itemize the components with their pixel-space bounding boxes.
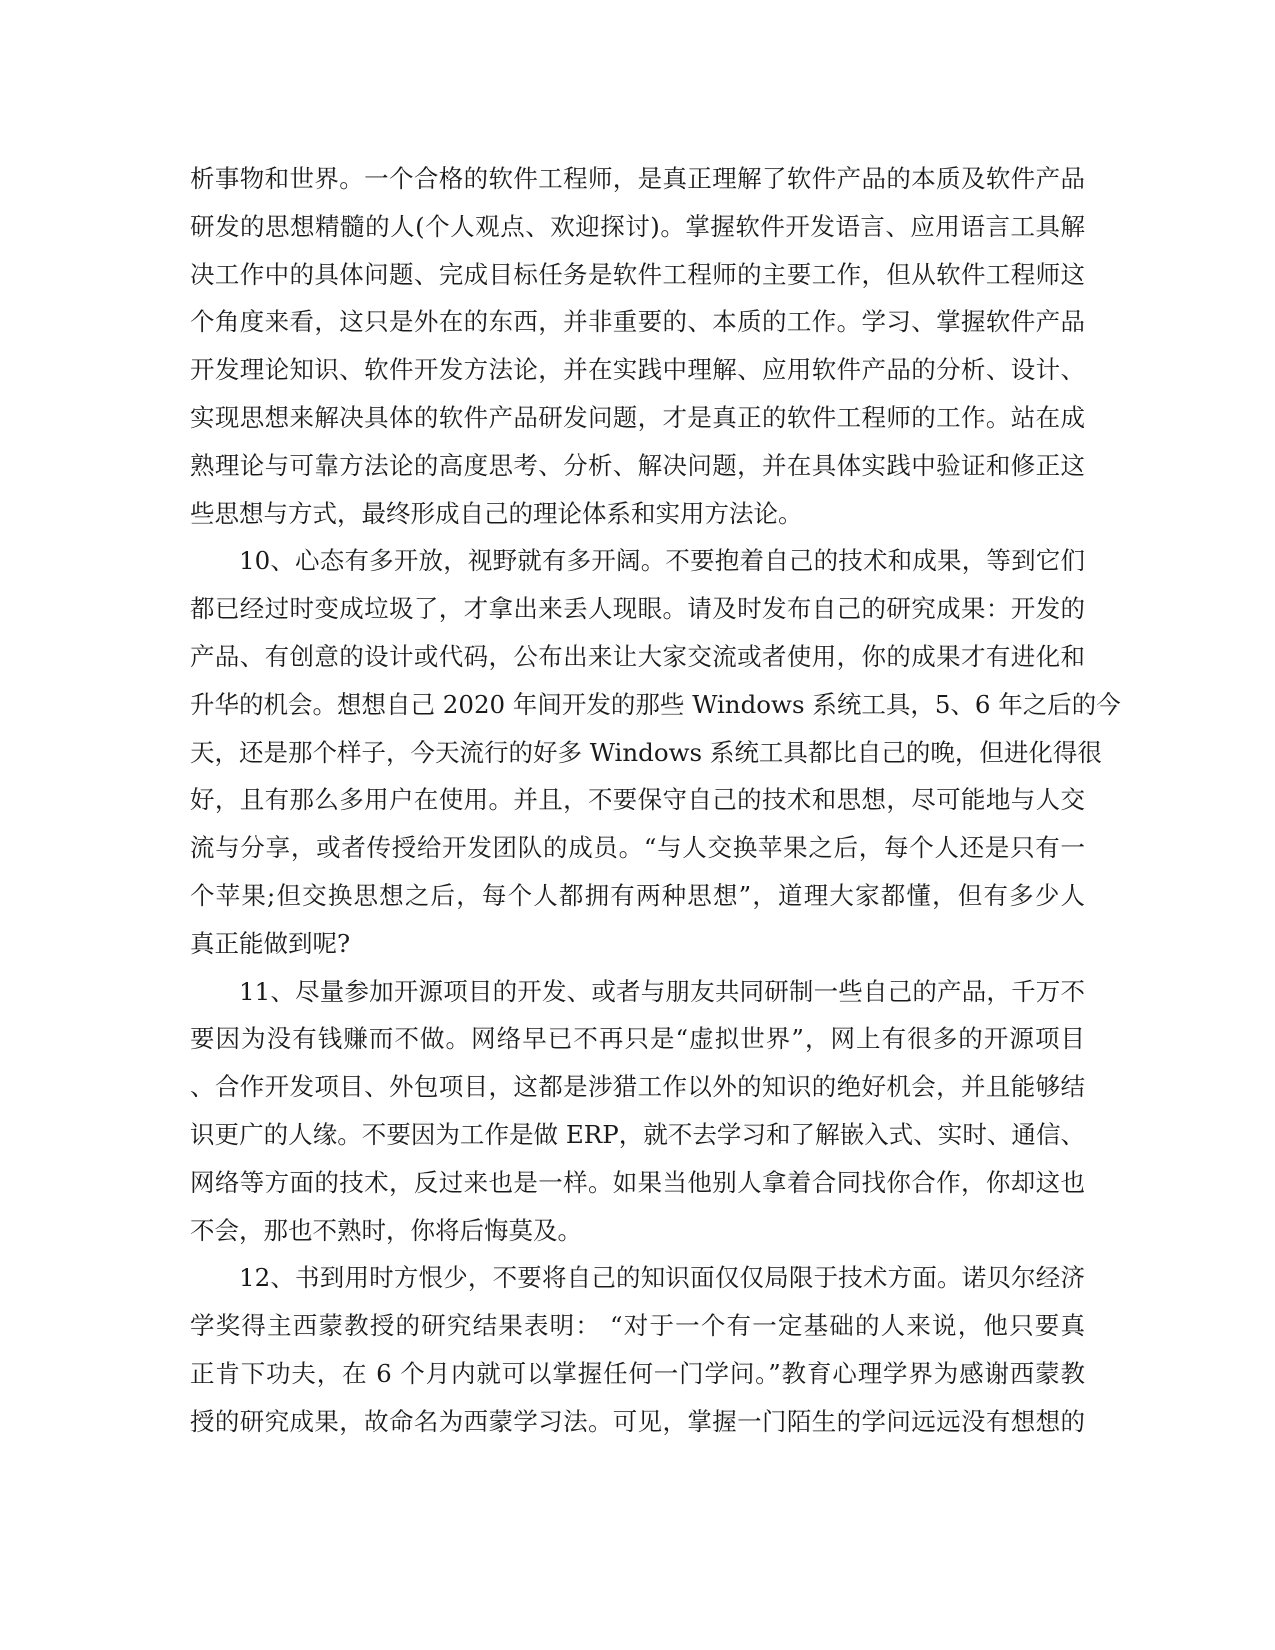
text-line: 析事物和世界。一个合格的软件工程师，是真正理解了软件产品的本质及软件产品 [190, 164, 1085, 193]
text-line: 熟理论与可靠方法论的高度思考、分析、解决问题，并在具体实践中验证和修正这 [190, 450, 1085, 480]
text-line: 11、尽量参加开源项目的开发、或者与朋友共同研制一些自己的产品，千万不 [239, 976, 1085, 1006]
text-line: 好，且有那么多用户在使用。并且，不要保守自己的技术和思想，尽可能地与人交 [190, 785, 1085, 815]
text-line: 正肯下功夫，在 6 个月内就可以掌握任何一门学问。”教育心理学界为感谢西蒙教 [190, 1358, 1085, 1388]
text-line: 不会，那也不熟时，你将后悔莫及。 [190, 1215, 582, 1245]
text-line: 升华的机会。想想自己 2020 年间开发的那些 Windows 系统工具，5、6 年之后的今 [190, 689, 1121, 719]
document-body [190, 155, 1121, 1446]
text-line: 要因为没有钱赚而不做。网络早已不再只是“虚拟世界”，网上有很多的开源项目 [190, 1024, 1085, 1054]
text-line: 个角度来看，这只是外在的东西，并非重要的、本质的工作。学习、掌握软件产品 [190, 307, 1085, 337]
text-line: 网络等方面的技术，反过来也是一样。如果当他别人拿着合同找你合作，你却这也 [190, 1167, 1085, 1197]
text-line: 授的研究成果，故命名为西蒙学习法。可见，掌握一门陌生的学问远远没有想想的 [190, 1406, 1085, 1436]
text-line: 流与分享，或者传授给开发团队的成员。“与人交换苹果之后，每个人还是只有一 [190, 833, 1085, 863]
text-line: 都已经过时变成垃圾了，才拿出来丢人现眼。请及时发布自己的研究成果：开发的 [190, 594, 1085, 624]
text-line: 真正能做到呢? [190, 928, 351, 958]
text-line: 天，还是那个样子，今天流行的好多 Windows 系统工具都比自己的晚，但进化得很 [190, 737, 1102, 767]
text-line: 学奖得主西蒙教授的研究结果表明： “对于一个有一定基础的人来说，他只要真 [190, 1311, 1085, 1341]
text-line: 10、心态有多开放，视野就有多开阔。不要抱着自己的技术和成果，等到它们 [239, 546, 1085, 576]
text-line: 决工作中的具体问题、完成目标任务是软件工程师的主要工作，但从软件工程师这 [190, 259, 1085, 289]
text-line: 实现思想来解决具体的软件产品研发问题，才是真正的软件工程师的工作。站在成 [190, 402, 1085, 432]
paragraph-item-11 [190, 968, 1085, 1255]
paragraph-item-12 [190, 1254, 1085, 1445]
text-line: 些思想与方式，最终形成自己的理论体系和实用方法论。 [190, 498, 803, 528]
text-line: 研发的思想精髓的人(个人观点、欢迎探讨)。掌握软件开发语言、应用语言工具解 [190, 211, 1085, 241]
text-line: 识更广的人缘。不要因为工作是做 ERP，就不去学习和了解嵌入式、实时、通信、 [190, 1119, 1085, 1149]
paragraph-continuation [190, 155, 1085, 537]
paragraph-item-10 [190, 537, 1121, 967]
text-line: 个苹果;但交换思想之后，每个人都拥有两种思想”，道理大家都懂，但有多少人 [190, 880, 1085, 910]
text-line: 产品、有创意的设计或代码，公布出来让大家交流或者使用，你的成果才有进化和 [190, 641, 1085, 671]
text-line: 12、书到用时方恨少，不要将自己的知识面仅仅局限于技术方面。诺贝尔经济 [239, 1263, 1085, 1293]
text-line: 、合作开发项目、外包项目，这都是涉猎工作以外的知识的绝好机会，并且能够结 [190, 1072, 1085, 1102]
text-line: 开发理论知识、软件开发方法论，并在实践中理解、应用软件产品的分析、设计、 [190, 355, 1085, 385]
